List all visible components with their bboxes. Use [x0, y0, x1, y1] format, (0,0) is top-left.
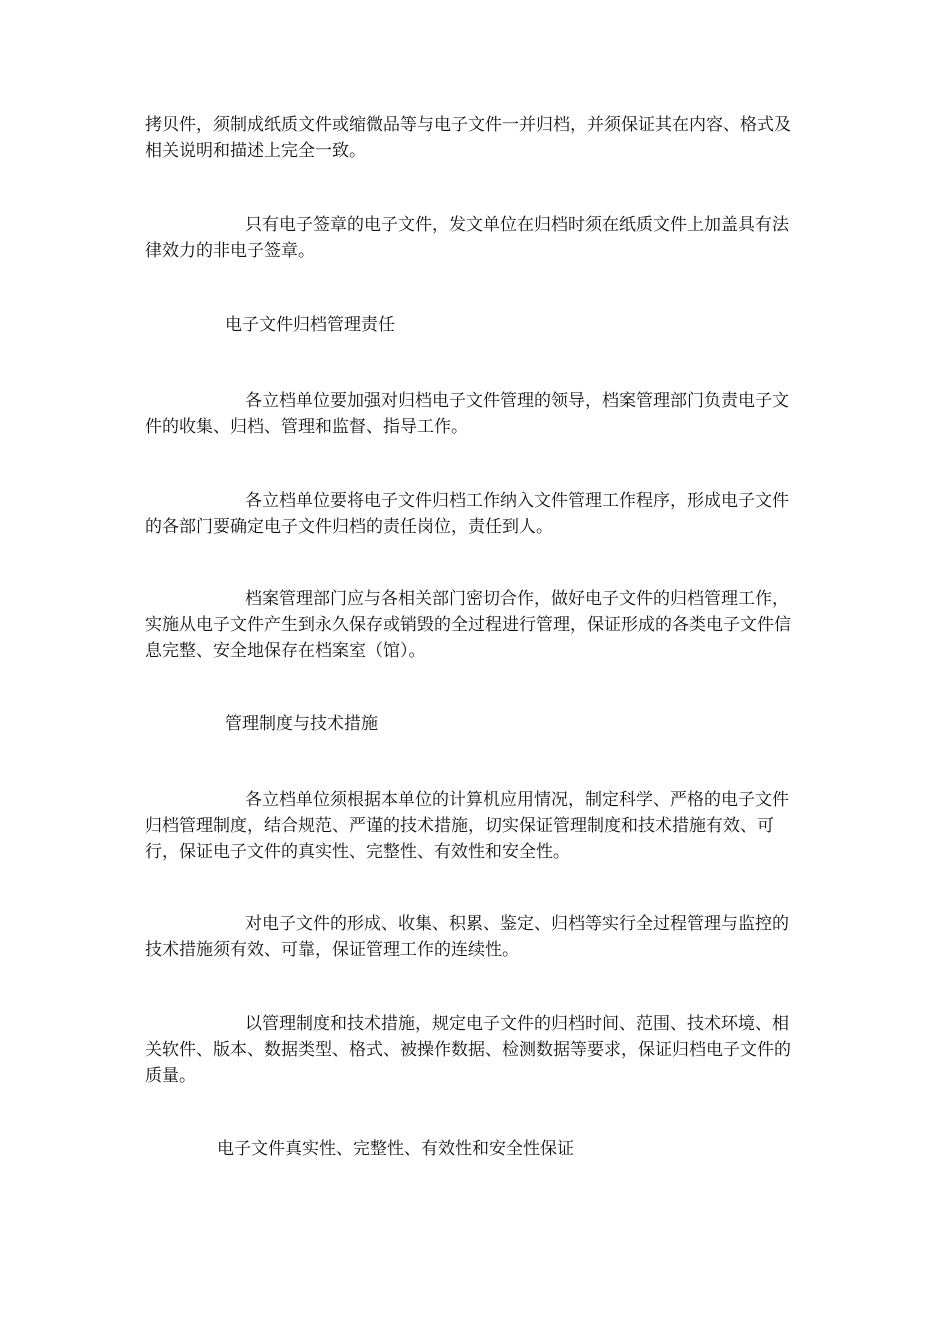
paragraph-continuation-archive-copies: 拷贝件，须制成纸质文件或缩微品等与电子文件一并归档，并须保证其在内容、格式及相关说明和描述上完全一致。: [145, 115, 791, 161]
section-heading-management-system: 管理制度与技术措施: [225, 714, 378, 734]
paragraph-workflow-responsibility: 各立档单位要将电子文件归档工作纳入文件管理工作程序，形成电子文件的各部门要确定电子文件归档的责任岗位，责任到人。: [145, 491, 789, 537]
section-heading-responsibility: 电子文件归档管理责任: [225, 315, 395, 335]
paragraph-process-monitoring: 对电子文件的形成、收集、积累、鉴定、归档等实行全过程管理与监控的技术措施须有效、可靠，保证管理工作的连续性。: [145, 914, 789, 960]
paragraph-archiving-requirements: 以管理制度和技术措施，规定电子文件的归档时间、范围、技术环境、相关软件、版本、数据类型、格式、被操作数据、检测数据等要求，保证归档电子文件的质量。: [145, 1014, 791, 1086]
section-heading-authenticity: 电子文件真实性、完整性、有效性和安全性保证: [217, 1139, 574, 1159]
paragraph-leadership: 各立档单位要加强对归档电子文件管理的领导，档案管理部门负责电子文件的收集、归档、管理和监督、指导工作。: [145, 391, 789, 437]
paragraph-department-cooperation: 档案管理部门应与各相关部门密切合作，做好电子文件的归档管理工作，实施从电子文件产生到永久保存或销毁的全过程进行管理，保证形成的各类电子文件信息完整、安全地保存在档案室（馆）。: [145, 589, 791, 661]
paragraph-electronic-signature: 只有电子签章的电子文件，发文单位在归档时须在纸质文件上加盖具有法律效力的非电子签章。: [145, 215, 789, 261]
paragraph-management-rules: 各立档单位须根据本单位的计算机应用情况，制定科学、严格的电子文件归档管理制度，结合规范、严谨的技术措施，切实保证管理制度和技术措施有效、可行，保证电子文件的真实性、完整性、有效性和安全性。: [145, 790, 789, 862]
